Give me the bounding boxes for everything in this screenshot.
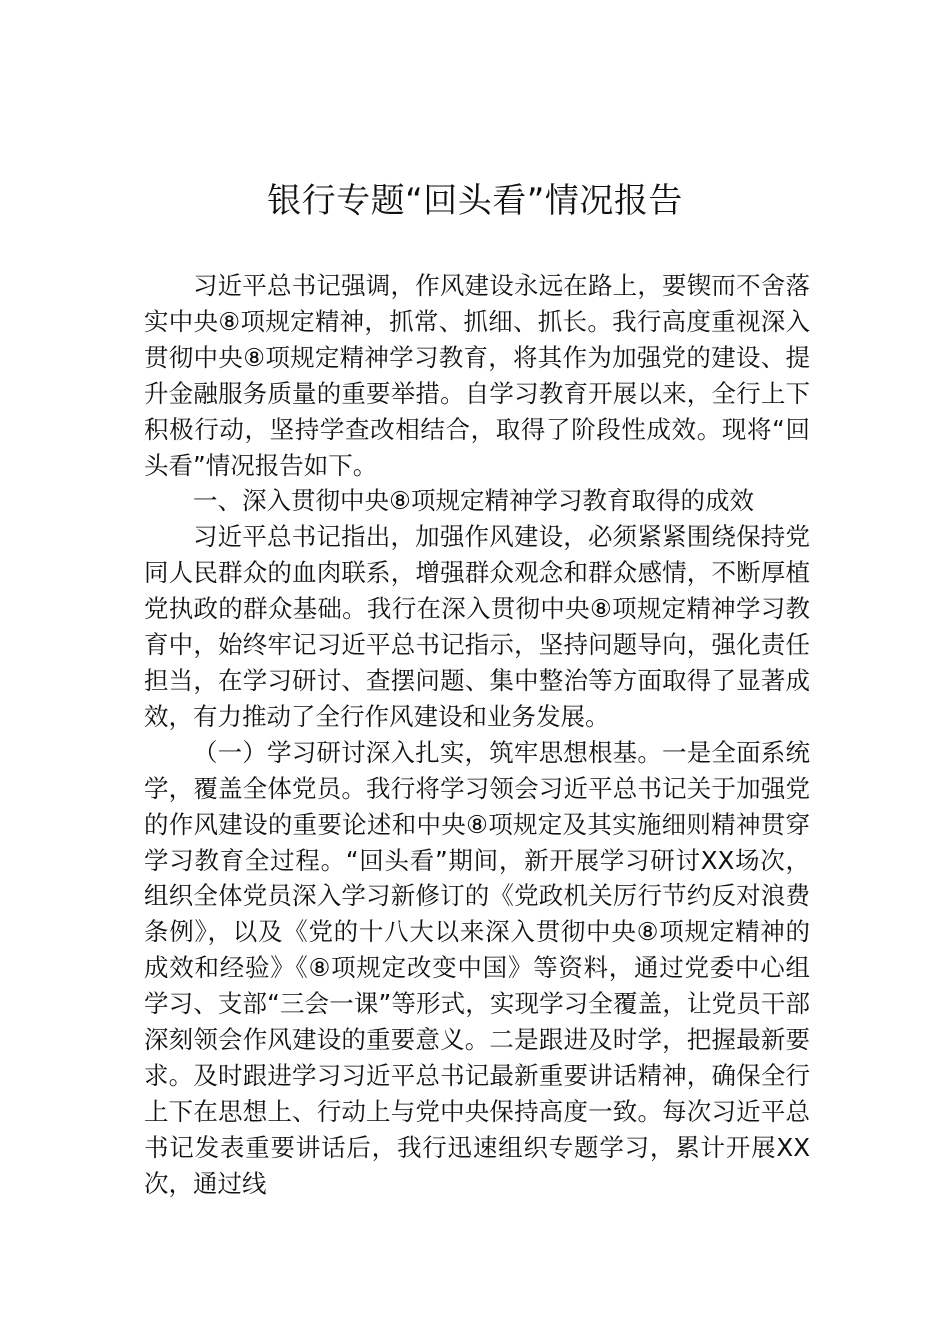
document-title: 银行专题“回头看”情况报告 (267, 181, 683, 221)
paragraph-study: （一）学习研讨深入扎实，筑牢思想根基。一是全面系统学，覆盖全体党员。我行将学习领会习近平总书记关于加强党的作风建设的重要论述和中央⑧项规定及其实施细则精神贯穿学习教育全过程。“回头看”期间，新开展学习研讨XX场次，组织全体党员深入学习新修订的《党政机关厉行节约反对浪费条例》，以及《党的十八大以来深入贯彻中央⑧项规定精神的成效和经验》《⑧项规定改变中国》等资料，通过党委中心组学习、支部“三会一课”等形式，实现学习全覆盖，让党员干部深刻领会作风建设的重要意义。二是跟进及时学，把握最新要求。及时跟进学习习近平总书记最新重要讲话精神，确保全行上下在思想上、行动上与党中央保持高度一致。每次习近平总书记发表重要讲话后，我行迅速组织专题学习，累计开展XX次，通过线 (144, 737, 810, 1198)
paragraph-achievements: 习近平总书记指出，加强作风建设，必须紧紧围绕保持党同人民群众的血肉联系，增强群众观念和群众感情，不断厚植党执政的群众基础。我行在深入贯彻中央⑧项规定精神学习教育中，始终牢记习近平总书记指示，坚持问题导向，强化责任担当，在学习研讨、查摆问题、集中整治等方面取得了显著成效，有力推动了全行作风建设和业务发展。 (144, 522, 810, 731)
section-heading: 一、深入贯彻中央⑧项规定精神学习教育取得的成效 (193, 486, 754, 516)
document-body (144, 268, 810, 1202)
paragraph-intro: 习近平总书记强调，作风建设永远在路上，要锲而不舍落实中央⑧项规定精神，抓常、抓细、抓长。我行高度重视深入贯彻中央⑧项规定精神学习教育，将其作为加强党的建设、提升金融服务质量的重要举措。自学习教育开展以来，全行上下积极行动，坚持学查改相结合，取得了阶段性成效。现将“回头看”情况报告如下。 (144, 271, 810, 480)
